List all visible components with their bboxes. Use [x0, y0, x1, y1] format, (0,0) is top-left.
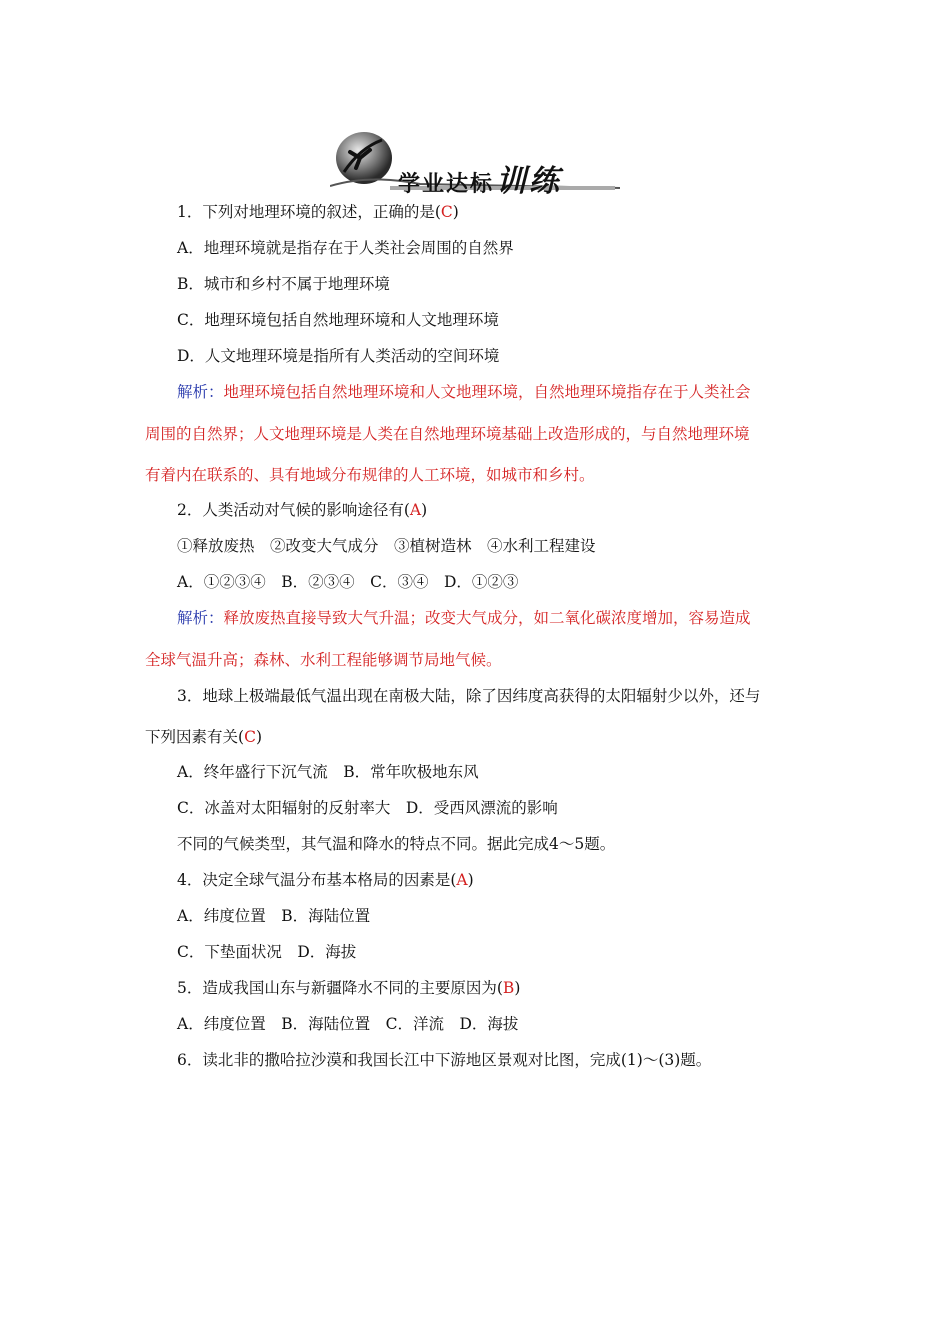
question-2-items: ①释放废热 ②改变大气成分 ③植树造林 ④水利工程建设	[177, 537, 596, 555]
question-3-stem: 3．地球上极端最低气温出现在南极大陆，除了因纬度高获得的太阳辐射少以外，还与	[177, 687, 761, 705]
analysis-label: 解析：	[177, 609, 224, 627]
question-6-stem: 6．读北非的撒哈拉沙漠和我国长江中下游地区景观对比图，完成(1)～(3)题。	[177, 1051, 712, 1069]
question-3-options-cd: C．冰盖对太阳辐射的反射率大 D．受西风漂流的影响	[177, 799, 558, 817]
question-2-analysis: 解析：释放废热直接导致大气升温；改变大气成分，如二氧化碳浓度增加，容易造成	[177, 609, 751, 627]
question-1-option-d: D．人文地理环境是指所有人类活动的空间环境	[177, 347, 500, 365]
question-3-stem-line-2: 下列因素有关(C)	[145, 728, 262, 746]
question-5-options: A．纬度位置 B．海陆位置 C．洋流 D．海拔	[177, 1015, 519, 1033]
analysis-label: 解析：	[177, 383, 224, 401]
question-3-options-ab: A．终年盛行下沉气流 B．常年吹极地东风	[177, 763, 479, 781]
question-4-options-ab: A．纬度位置 B．海陆位置	[177, 907, 371, 925]
question-1-analysis-line-2: 周围的自然界；人文地理环境是人类在自然地理环境基础上改造形成的，与自然地理环境	[145, 425, 750, 443]
question-4-stem: 4．决定全球气温分布基本格局的因素是(A)	[177, 871, 474, 889]
question-1-analysis-line-3: 有着内在联系的、具有地域分布规律的人工环境，如城市和乡村。	[145, 466, 595, 484]
question-5-answer: B	[502, 979, 515, 997]
question-1-option-a: A．地理环境就是指存在于人类社会周围的自然界	[177, 239, 514, 257]
question-2-stem: 2．人类活动对气候的影响途径有(A)	[177, 501, 428, 519]
question-4-answer: A	[456, 871, 468, 889]
question-3-answer: C	[244, 728, 256, 746]
question-1-option-b: B．城市和乡村不属于地理环境	[177, 275, 390, 293]
question-2-analysis-line-2: 全球气温升高；森林、水利工程能够调节局地气候。	[145, 651, 502, 669]
group-intro-4-5: 不同的气候类型，其气温和降水的特点不同。据此完成4～5题。	[177, 835, 616, 853]
question-1-answer: C	[440, 203, 453, 221]
question-2-answer: A	[409, 501, 422, 519]
question-1-option-c: C．地理环境包括自然地理环境和人文地理环境	[177, 311, 499, 329]
question-2-options: A．①②③④ B．②③④ C．③④ D．①②③	[177, 573, 519, 591]
question-4-options-cd: C．下垫面状况 D．海拔	[177, 943, 357, 961]
question-1-stem: 1．下列对地理环境的叙述，正确的是(C)	[177, 203, 459, 221]
banner-title: 学业达标训练	[398, 164, 563, 199]
section-banner	[330, 128, 620, 199]
question-5-stem: 5．造成我国山东与新疆降水不同的主要原因为(B)	[177, 979, 521, 997]
question-1-analysis: 解析：地理环境包括自然地理环境和人文地理环境，自然地理环境指存在于人类社会	[177, 383, 751, 401]
